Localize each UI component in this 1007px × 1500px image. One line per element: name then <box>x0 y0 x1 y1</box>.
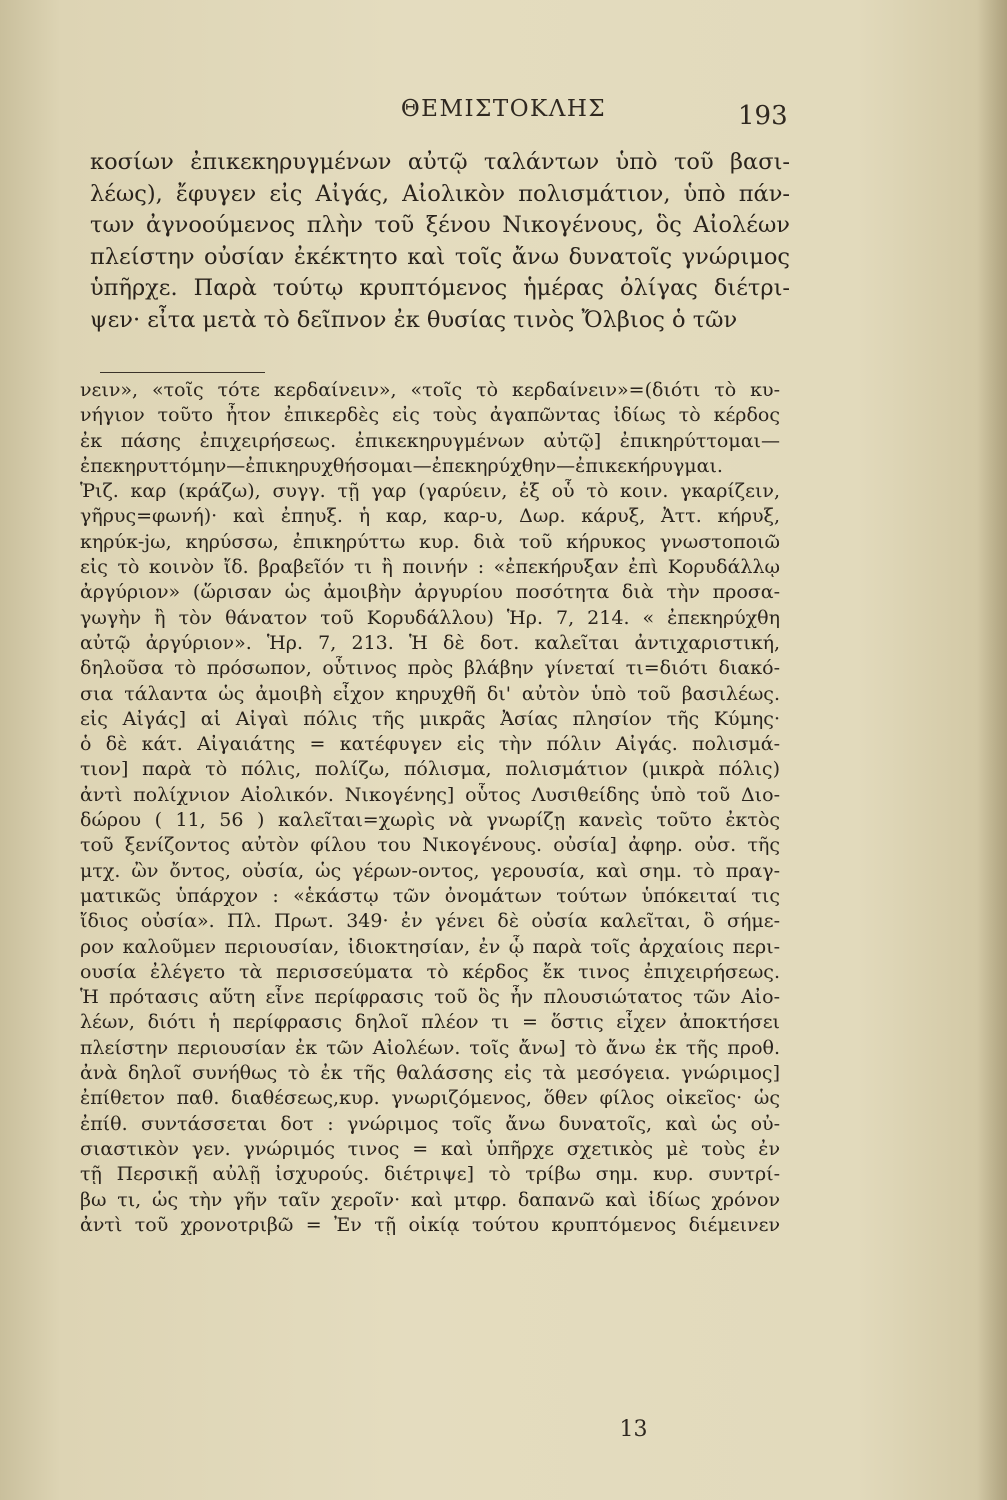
note-line: δώρου ( 11, 56 ) καλεῖται=χωρὶς νὰ γνωρίζῃ κανεὶς τοῦτο ἐκτὸς <box>80 809 780 832</box>
note-line: ἐπίθ. συντάσσεται δοτ : γνώριμος τοῖς ἄνω δυνατοῖς, καὶ ὡς οὐ- <box>80 1112 780 1135</box>
main-text-line: πλείστην οὐσίαν ἐκέκτητο καὶ τοῖς ἄνω δυνατοῖς γνώριμος <box>90 243 790 270</box>
main-text-block <box>90 147 790 337</box>
page-number: 193 <box>738 101 788 131</box>
note-line: εἰς Αἰγάς] αἱ Αἰγαὶ πόλις τῆς μικρᾶς Ἀσίας πλησίον τῆς Κύμης· <box>80 707 780 730</box>
note-line: Ἡ πρότασις αὕτη εἶνε περίφρασις τοῦ ὃς ἦν πλουσιώτατος τῶν Αἰο- <box>80 986 780 1009</box>
note-line: κηρύκ-jω, κηρύσσω, ἐπικηρύττω κυρ. διὰ τοῦ κήρυκος γνωστοποιῶ <box>80 530 780 553</box>
note-line: Ῥιζ. καρ (κράζω), συγγ. τῇ γαρ (γαρύειν, ἐξ οὗ τὸ κοιν. γκαρίζειν, <box>80 480 780 503</box>
note-line: ματικῶς ὑπάρχον : «ἑκάστῳ τῶν ὀνομάτων τούτων ὑπόκειταί τις <box>80 884 780 907</box>
commentary-notes-block <box>80 378 780 1238</box>
note-line: νειν», «τοῖς τότε κερδαίνειν», «τοῖς τὸ κερδαίνειν»=(διότι τὸ κυ- <box>80 379 780 401</box>
note-line: γῆρυς=φωνή)· καὶ ἐπηυξ. ἡ καρ, καρ-υ, Δωρ. κάρυξ, Ἀττ. κήρυξ, <box>80 505 780 528</box>
footnote-separator-rule <box>100 372 265 373</box>
note-line: ἀνὰ δηλοῖ συνήθως τὸ ἐκ τῆς θαλάσσης εἰς τὰ μεσόγεια. γνώριμος] <box>80 1062 780 1085</box>
main-text-line: λέως), ἔφυγεν εἰς Αἰγάς, Αἰολικὸν πολισμάτιον, ὑπὸ πάν- <box>90 180 790 207</box>
note-line: πλείστην περιουσίαν ἐκ τῶν Αἰολέων. τοῖς ἄνω] τὸ ἄνω ἐκ τῆς προθ. <box>80 1036 780 1059</box>
note-line: εἰς τὸ κοινὸν ἴδ. βραβεῖόν τι ἢ ποινήν : «ἐπεκήρυξαν ἐπὶ Κορυδάλλῳ <box>80 556 780 579</box>
main-text-line: κοσίων ἐπικεκηρυγμένων αὐτῷ ταλάντων ὑπὸ τοῦ βασι- <box>90 149 790 175</box>
note-line: λέων, διότι ἡ περίφρασις δηλοῖ πλέον τι = ὅστις εἶχεν ἀποκτήσει <box>80 1011 780 1034</box>
note-line: βω τι, ὡς τὴν γῆν ταῖν χεροῖν· καὶ μτφρ. δαπανῶ καὶ ἰδίως χρόνον <box>80 1188 780 1211</box>
page-edge-shadow <box>977 0 1007 1500</box>
signature-number: 13 <box>619 1417 648 1442</box>
note-line: τῇ Περσικῇ αὐλῇ ἰσχυρούς. διέτριψε] τὸ τρίβω σημ. κυρ. συντρί- <box>80 1163 780 1186</box>
main-text-line: των ἀγνοούμενος πλὴν τοῦ ξένου Νικογένους, ὃς Αἰολέων <box>90 212 790 239</box>
main-text-line: ὑπῆρχε. Παρὰ τούτῳ κρυπτόμενος ἡμέρας ὀλίγας διέτρι- <box>90 275 790 302</box>
note-line: ἴδιος οὐσία». Πλ. Πρωτ. 349· ἐν γένει δὲ οὐσία καλεῖται, ὃ σήμε- <box>80 910 780 933</box>
running-header-title: ΘΕΜΙΣΤΟΚΛΗΣ <box>400 96 607 122</box>
signature-mark <box>0 1417 1007 1442</box>
note-line: ἐπεκηρυττόμην—ἐπικηρυχθήσομαι—ἐπεκηρύχθην—ἐπικεκήρυγμαι. <box>80 454 723 477</box>
note-line: νήγιον τοῦτο ἦτον ἐπικερδὲς εἰς τοὺς ἀγαπῶντας ἰδίως τὸ κέρδος <box>80 404 780 427</box>
note-line: μτχ. ὢν ὄντος, οὐσία, ὡς γέρων-οντος, γερουσία, καὶ σημ. τὸ πραγ- <box>80 859 780 882</box>
note-line: δηλοῦσα τὸ πρόσωπον, οὗτινος πρὸς βλάβην γίνεταί τι=διότι διακό- <box>80 657 780 680</box>
main-text-line: ψεν· εἶτα μετὰ τὸ δεῖπνον ἐκ θυσίας τινὸς Ὄλβιος ὁ τῶν <box>90 306 738 333</box>
note-line: ἐκ πάσης ἐπιχειρήσεως. ἐπικεκηρυγμένων αὐτῷ] ἐπικηρύττομαι— <box>80 429 780 452</box>
note-line: σιαστικὸν γεν. γνώριμός τινος = καὶ ὑπῆρχε σχετικὸς μὲ τοὺς ἐν <box>80 1137 780 1160</box>
note-line: ἀντὶ τοῦ χρονοτριβῶ = Ἐν τῇ οἰκίᾳ τούτου κρυπτόμενος διέμεινεν <box>80 1213 780 1236</box>
note-line: ἐπίθετον παθ. διαθέσεως,κυρ. γνωριζόμενος, ὅθεν φίλος οἰκεῖος· ὡς <box>80 1087 780 1110</box>
note-line: ἀντὶ πολίχνιον Αἰολικόν. Νικογένης] οὗτος Λυσιθείδης ὑπὸ τοῦ Διο- <box>80 783 780 806</box>
note-line: σια τάλαντα ὡς ἀμοιβὴ εἶχον κηρυχθῆ δι' αὐτὸν ὑπὸ τοῦ βασιλέως. <box>80 682 780 705</box>
note-line: ρον καλοῦμεν περιουσίαν, ἰδιοκτησίαν, ἐν ᾧ παρὰ τοῖς ἀρχαίοις περι- <box>80 935 780 958</box>
note-line: γωγὴν ἢ τὸν θάνατον τοῦ Κορυδάλλου) Ἡρ. 7, 214. « ἐπεκηρύχθη <box>80 606 780 629</box>
note-line: αὐτῷ ἀργύριον». Ἡρ. 7, 213. Ἡ δὲ δοτ. καλεῖται ἀντιχαριστική, <box>80 631 780 654</box>
note-line: τοῦ ξενίζοντος αὐτὸν φίλου του Νικογένους. οὐσία] ἀφηρ. οὐσ. τῆς <box>80 834 780 857</box>
note-line: ουσία ἐλέγετο τὰ περισσεύματα τὸ κέρδος ἔκ τινος ἐπιχειρήσεως. <box>80 960 780 983</box>
note-line: ὁ δὲ κάτ. Αἰγαιάτης = κατέφυγεν εἰς τὴν πόλιν Αἰγάς. πολισμά- <box>80 733 780 756</box>
note-line: τιον] παρὰ τὸ πόλις, πολίζω, πόλισμα, πολισμάτιον (μικρὰ πόλις) <box>80 758 780 781</box>
note-line: ἀργύριον» (ὥρισαν ὡς ἀμοιβὴν ἀργυρίου ποσότητα διὰ τὴν προσα- <box>80 581 780 604</box>
